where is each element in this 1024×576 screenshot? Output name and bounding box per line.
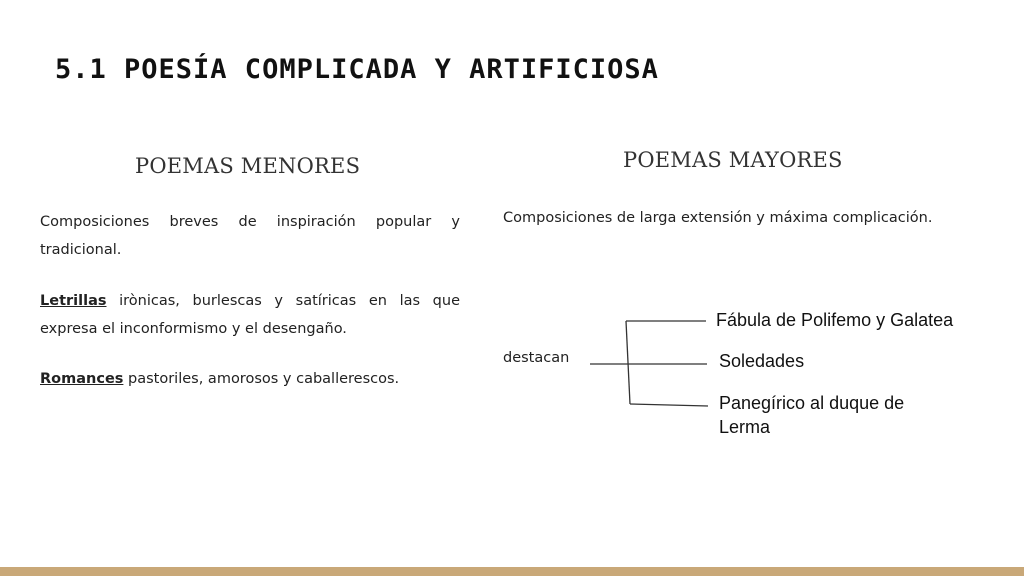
work-item-panegirico: Panegírico al duque de Lerma — [719, 393, 905, 437]
branch-line-3 — [630, 404, 708, 406]
destacan-label: destacan — [503, 350, 570, 366]
poemas-mayores-heading: POEMAS MAYORES — [623, 148, 843, 172]
romances-keyword: Romances — [40, 371, 124, 387]
letrillas-keyword: Letrillas — [40, 293, 107, 309]
footer-bar — [0, 567, 1024, 576]
work-item-polifemo: Fábula de Polifemo y Galatea — [716, 310, 954, 330]
romances-description: pastoriles, amorosos y caballerescos. — [123, 371, 400, 387]
slide-title: 5.1 POESÍA COMPLICADA Y ARTIFICIOSA — [55, 54, 659, 85]
poemas-menores-heading: POEMAS MENORES — [135, 154, 361, 178]
bracket-vertical-line — [626, 321, 630, 404]
menores-intro-text: Composiciones breves de inspiración popular y tradicional. — [40, 214, 460, 258]
work-item-soledades: Soledades — [719, 351, 805, 371]
letrillas-description: irònicas, burlescas y satíricas en las que expresa el inconformismo y el desengaño. — [40, 293, 460, 337]
mayores-intro-text: Composiciones de larga extensión y máxima complicación. — [503, 210, 933, 226]
